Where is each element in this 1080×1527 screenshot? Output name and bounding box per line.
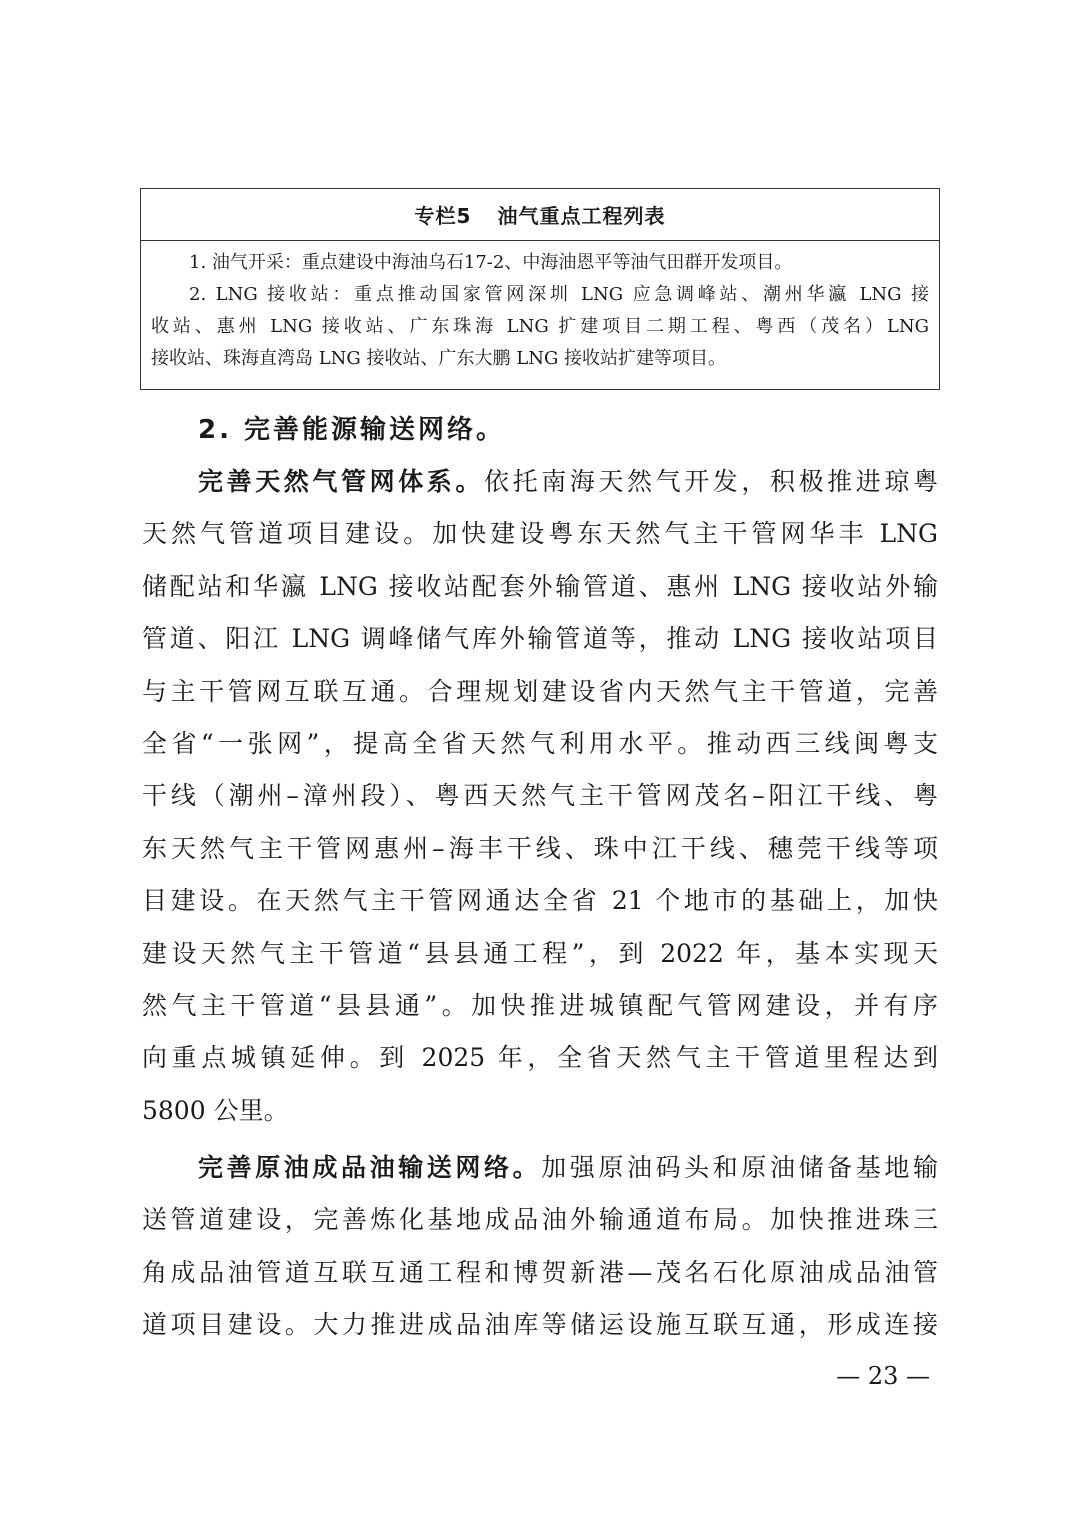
paragraph-lead: 完善天然气管网体系。 — [198, 467, 484, 496]
paragraph-line: 东天然气主干管网惠州–海丰干线、珠中江干线、穗莞干线等项 — [142, 833, 938, 863]
paragraph-line: 5800 公里。 — [142, 1095, 289, 1125]
paragraph-line: 向重点城镇延伸。到 2025 年，全省天然气主干管道里程达到 — [142, 1043, 938, 1073]
feature-box-number: 专栏5 — [414, 204, 472, 228]
paragraph-line: 送管道建设，完善炼化基地成品油外输通道布局。加快推进珠三 — [142, 1205, 938, 1235]
feature-box-line: 接收站、珠海直湾岛 LNG 接收站、广东大鹏 LNG 接收站扩建等项目。 — [151, 348, 727, 369]
paragraph-line: 天然气管道项目建设。加快建设粤东天然气主干管网华丰 LNG — [142, 519, 938, 549]
feature-box-line: 收站、惠州 LNG 接收站、广东珠海 LNG 扩建项目二期工程、粤西（茂名）LNG — [151, 316, 929, 337]
paragraph-line: 完善天然气管网体系。依托南海天然气开发，积极推进琼粤 — [198, 467, 938, 496]
paragraph-line: 储配站和华瀛 LNG 接收站配套外输管道、惠州 LNG 接收站外输 — [142, 571, 938, 601]
paragraph-line: 管道、阳江 LNG 调峰储气库外输管道等，推动 LNG 接收站项目 — [142, 624, 938, 654]
paragraph-line: 目建设。在天然气主干管网通达全省 21 个地市的基础上，加快 — [142, 886, 938, 916]
paragraph-line: 全省“一张网”，提高全省天然气利用水平。推动西三线闽粤支 — [142, 728, 938, 758]
paragraph-line: 角成品油管道互联互通工程和博贺新港—茂名石化原油成品油管 — [142, 1257, 938, 1287]
page-number: — 23 — — [836, 1362, 930, 1390]
paragraph-line: 道项目建设。大力推进成品油库等储运设施互联互通，形成连接 — [142, 1310, 938, 1340]
paragraph-line: 建设天然气主干管道“县县通工程”，到 2022 年，基本实现天 — [142, 938, 938, 968]
paragraph-oil — [142, 1142, 938, 1352]
paragraph-lead: 完善原油成品油输送网络。 — [198, 1153, 542, 1182]
feature-box — [140, 188, 940, 390]
paragraph-line: 然气主干管道“县县通”。加快推进城镇配气管网建设，并有序 — [142, 990, 938, 1020]
feature-box-body — [141, 241, 939, 375]
paragraph-natural-gas — [142, 456, 938, 1137]
feature-box-title — [141, 189, 939, 241]
feature-box-line: 1. 油气开采：重点建设中海油乌石17-2、中海油恩平等油气田群开发项目。 — [189, 252, 793, 273]
paragraph-line: 与主干管网互联互通。合理规划建设省内天然气主干管道，完善 — [142, 676, 938, 706]
feature-box-line: 2. LNG 接收站：重点推动国家管网深圳 LNG 应急调峰站、潮州华瀛 LNG 接 — [189, 284, 929, 305]
paragraph-line: 完善原油成品油输送网络。加强原油码头和原油储备基地输 — [198, 1153, 938, 1182]
feature-box-heading: 油气重点工程列表 — [497, 204, 666, 228]
paragraph-line: 干线（潮州–漳州段）、粤西天然气主干管网茂名–阳江干线、粤 — [142, 781, 938, 811]
section-heading: 2. 完善能源输送网络。 — [198, 415, 506, 445]
